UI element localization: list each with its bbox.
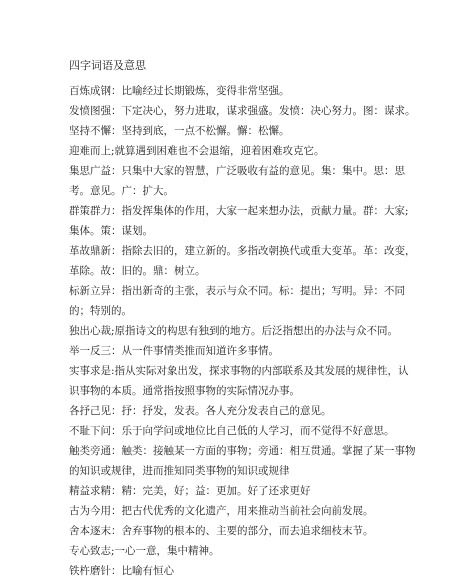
idiom-entry: 集思广益：只集中大家的智慧，广泛吸收有益的意见。集：集中。思：思考。意见。广：扩大。 [69,165,405,197]
idiom-entry: 实事求是:指从实际对象出发，探求事物的内部联系及其发展的规律性，认识事物的本质。通常指按照事物的实际情况办事。 [69,365,409,397]
idiom-entry: 百炼成钢：比喻经过长期锻炼，变得非常坚强。 [69,85,290,97]
document-body [69,58,419,581]
idiom-entry: 迎难而上;就算遇到困难也不会退缩，迎着困难攻克它。 [69,145,325,157]
idiom-entry: 触类旁通：触类：接触某一方面的事物；旁通：相互贯通。掌握了某一事物的知识或规律，进而推知同类事物的知识或规律 [69,445,416,477]
idiom-entry: 群策群力：指发挥集体的作用，大家一起来想办法，贡献力量。群：大家;集体。策：谋划。 [69,205,409,237]
idiom-entry: 不耻下问：乐于向学问或地位比自己低的人学习，而不觉得不好意思。 [69,425,395,437]
idiom-entry: 独出心裁;原指诗文的构思有独到的地方。后泛指想出的办法与众不同。 [69,325,399,337]
idiom-entry: 坚持不懈：坚持到底，一点不松懈。懈：松懈。 [69,125,290,137]
idiom-entry: 古为今用：把古代优秀的文化遗产，用来推动当前社会向前发展。 [69,505,374,517]
idiom-entry: 精益求精：精：完美，好；益：更加。好了还求更好 [69,485,311,497]
idiom-entry: 舍本逐末：舍弃事物的根本的、主要的部分，而去追求细枝末节。 [69,525,374,537]
idiom-entry: 铁杵磨针：比喻有恒心 [69,565,174,577]
idiom-entry: 发愤图强：下定决心，努力进取，谋求强盛。发愤：决心努力。图：谋求。 [69,105,416,117]
idiom-entry: 标新立异：指出新奇的主张，表示与众不同。标：提出；写明。异：不同的；特别的。 [69,285,405,317]
idiom-entry: 各抒己见：抒：抒发，发表。各人充分发表自己的意见。 [69,405,332,417]
idiom-entry: 专心致志;一心一意，集中精神。 [69,545,220,557]
idiom-entry: 举一反三：从一件事情类推而知道许多事情。 [69,345,279,357]
idiom-entry: 革故鼎新：指除去旧的，建立新的。多指改朝换代或重大变革。革：改变，革除。故：旧的。鼎：树立。 [69,245,416,277]
document-title: 四字词语及意思 [69,59,146,72]
